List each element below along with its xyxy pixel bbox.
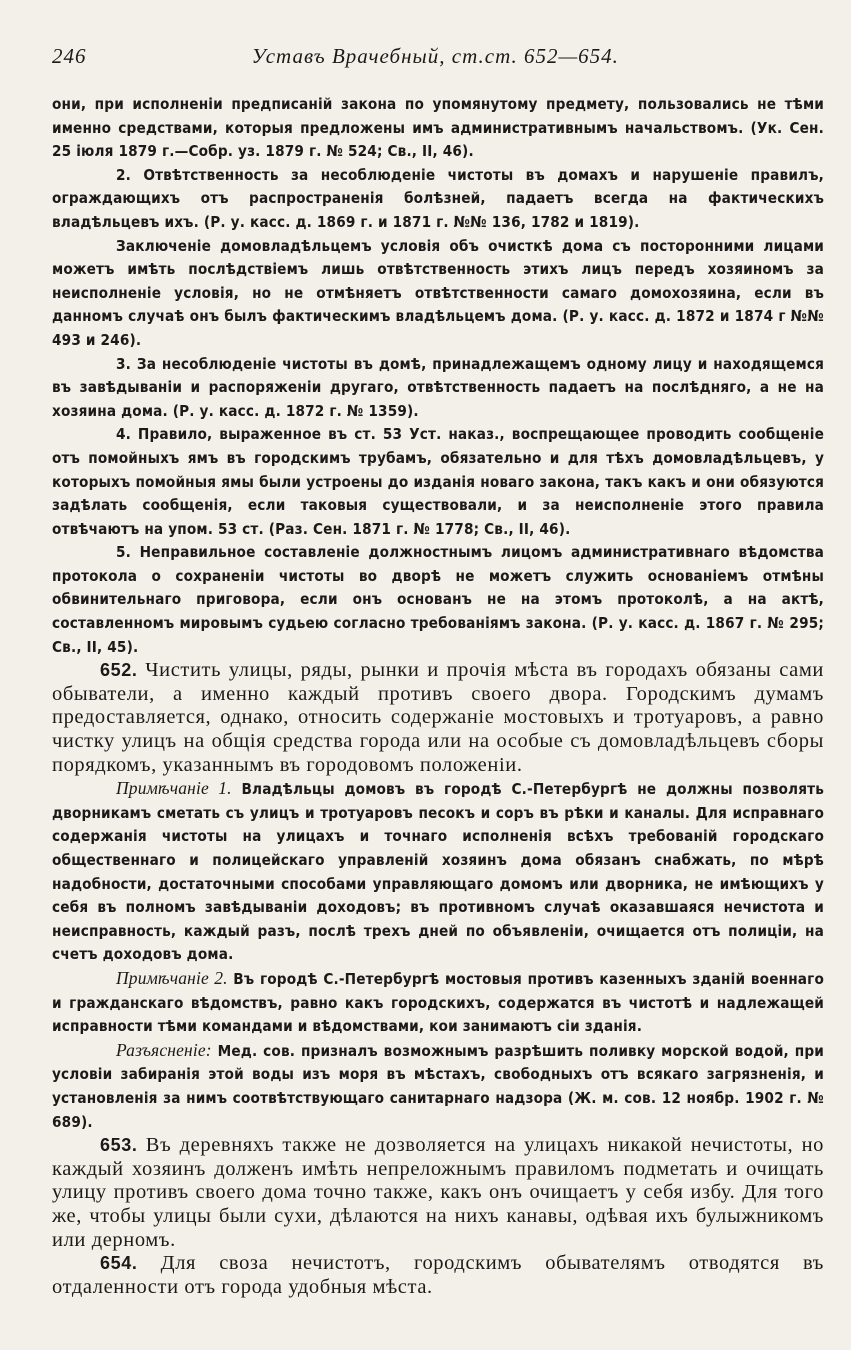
running-title: Уставъ Врачебный, ст.ст. 652—654. [251, 44, 619, 68]
paragraph-note-2: 2. Отвѣтственность за несоблюденіе чистоты въ домахъ и нарушеніе правилъ, ограждающихъ отъ распространенія болѣзней, падаетъ всегда на фактическихъ владѣльцевъ ихъ. (Р. у. касс. д. 1869 г. и 1871 г. №№ 136, 1782 и 1819). [52, 165, 824, 231]
running-header [52, 44, 824, 69]
remark-label: Примѣчаніе 1. [116, 778, 232, 799]
remark-1: Примѣчаніе 1. Владѣльцы домовъ въ городѣ С.-Петербургѣ не должны позволять дворникамъ сметать съ улицъ и тротуаровъ песокъ и соръ въ рѣки и каналы. Для исправнаго содержанія чистоты на улицахъ и точнаго исполненія всѣхъ требованій городскаго общественнаго и полицейскаго управленій хозяинъ дома обязанъ снабжать, по мѣрѣ надобности, достаточными способами управляющаго домомъ или дворника, не имѣющихъ у себя въ полномъ завѣдываніи доходовъ; въ противномъ случаѣ оказавшаяся нечистота и неисправность, каждый разъ, послѣ трехъ дней по объявленіи, очищается отъ полиціи, на счетъ доходовъ дома. [52, 778, 824, 964]
paragraph-note-4: 4. Правило, выраженное въ ст. 53 Уст. наказ., воспрещающее проводить сообщеніе отъ помойныхъ ямъ въ городскимъ трубамъ, обязательно и для тѣхъ домовладѣльцевъ, у которыхъ помойныя ямы были устроены до изданія новаго закона, такъ какъ и они обязуются задѣлать сообщенія, если таковыя существовали, и за неисполненіе этого правила отвѣчаютъ на упом. 53 ст. (Раз. Сен. 1871 г. № 1778; Св., II, 46). [52, 425, 824, 538]
article-653: 653. Въ деревняхъ также не дозволяется на улицахъ никакой нечистоты, но каждый хозяинъ долженъ имѣть непреложнымъ правиломъ подметать и очищать улицу противъ своего дома точно также, какъ онъ очищаетъ у себя избу. Для того же, чтобы улицы были сухи, дѣлаются на нихъ канавы, одѣвая ихъ булыжникомъ или дерномъ. [52, 1134, 824, 1251]
paragraph-continuation: они, при исполненіи предписаній закона по упомянутому предмету, пользовались не тѣми именно средствами, которыя предложены имъ административнымъ начальствомъ. (Ук. Сен. 25 іюля 1879 г.—Собр. уз. 1879 г. № 524; Св., II, 46). [52, 95, 824, 161]
article-652: 652. Чистить улицы, ряды, рынки и прочія мѣста въ городахъ обязаны сами обыватели, а именно каждый противъ своего двора. Городскимъ думамъ предоставляется, однако, относить содержаніе мостовыхъ и тротуаровъ, а равно чистку улицъ на общія средства города или на особые съ домовладѣльцевъ сборы порядкомъ, указаннымъ въ городовомъ положеніи. [52, 659, 824, 776]
paragraph-contract: Заключеніе домовладѣльцемъ условія объ очисткѣ дома съ посторонними лицами можетъ имѣть послѣдствіемъ лишь отвѣтственность этихъ лицъ передъ хозяиномъ за неисполненіе условія, но не отмѣняетъ отвѣтственности самаго домохозяина, если въ данномъ случаѣ онъ былъ фактическимъ владѣльцемъ дома. (Р. у. касс. д. 1872 и 1874 г №№ 493 и 246). [52, 236, 824, 349]
article-654: 654. Для своза нечистотъ, городскимъ обывателямъ отводятся въ отдаленности отъ города удобныя мѣста. [52, 1252, 824, 1298]
paragraph-note-3: 3. За несоблюденіе чистоты въ домѣ, принадлежащемъ одному лицу и находящемся въ завѣдываніи и распоряженіи другаго, отвѣтственность падаетъ на послѣдняго, а не на хозяина дома. (Р. у. касс. д. 1872 г. № 1359). [52, 354, 824, 420]
remark-label: Примѣчаніе 2. [116, 967, 228, 988]
page-number: 246 [52, 44, 87, 68]
paragraph-note-5: 5. Неправильное составленіе должностнымъ лицомъ административнаго вѣдомства протокола о сохраненіи чистоты во дворѣ не можетъ служить основаніемъ отмѣны обвинительнаго приговора, если онъ основанъ не на этомъ протоколѣ, а на актѣ, составленномъ мировымъ судьею согласно требованіямъ закона. (Р. у. касс. д. 1867 г. № 295; Св., II, 45). [52, 543, 824, 656]
article-number: 652. [100, 660, 138, 681]
remark-2: Примѣчаніе 2. Въ городѣ С.-Петербургѣ мостовыя противъ казенныхъ зданій военнаго и гражданскаго вѣдомствъ, равно какъ городскихъ, содержатся въ чистотѣ и надлежащей исправности тѣми командами и вѣдомствами, кои занимаютъ сіи зданія. [52, 967, 824, 1036]
article-number: 653. [100, 1135, 138, 1156]
document-page [52, 44, 824, 1299]
clarification: Разъясненіе: Мед. сов. призналъ возможнымъ разрѣшить поливку морской водой, при условіи забиранія этой воды изъ моря въ мѣстахъ, свободныхъ отъ всякаго загрязненія, и установленія за нимъ соотвѣтствующаго санитарнаго надзора (Ж. м. сов. 12 ноябр. 1902 г. № 689). [52, 1039, 824, 1131]
clarification-label: Разъясненіе: [116, 1039, 212, 1060]
article-number: 654. [100, 1253, 138, 1274]
